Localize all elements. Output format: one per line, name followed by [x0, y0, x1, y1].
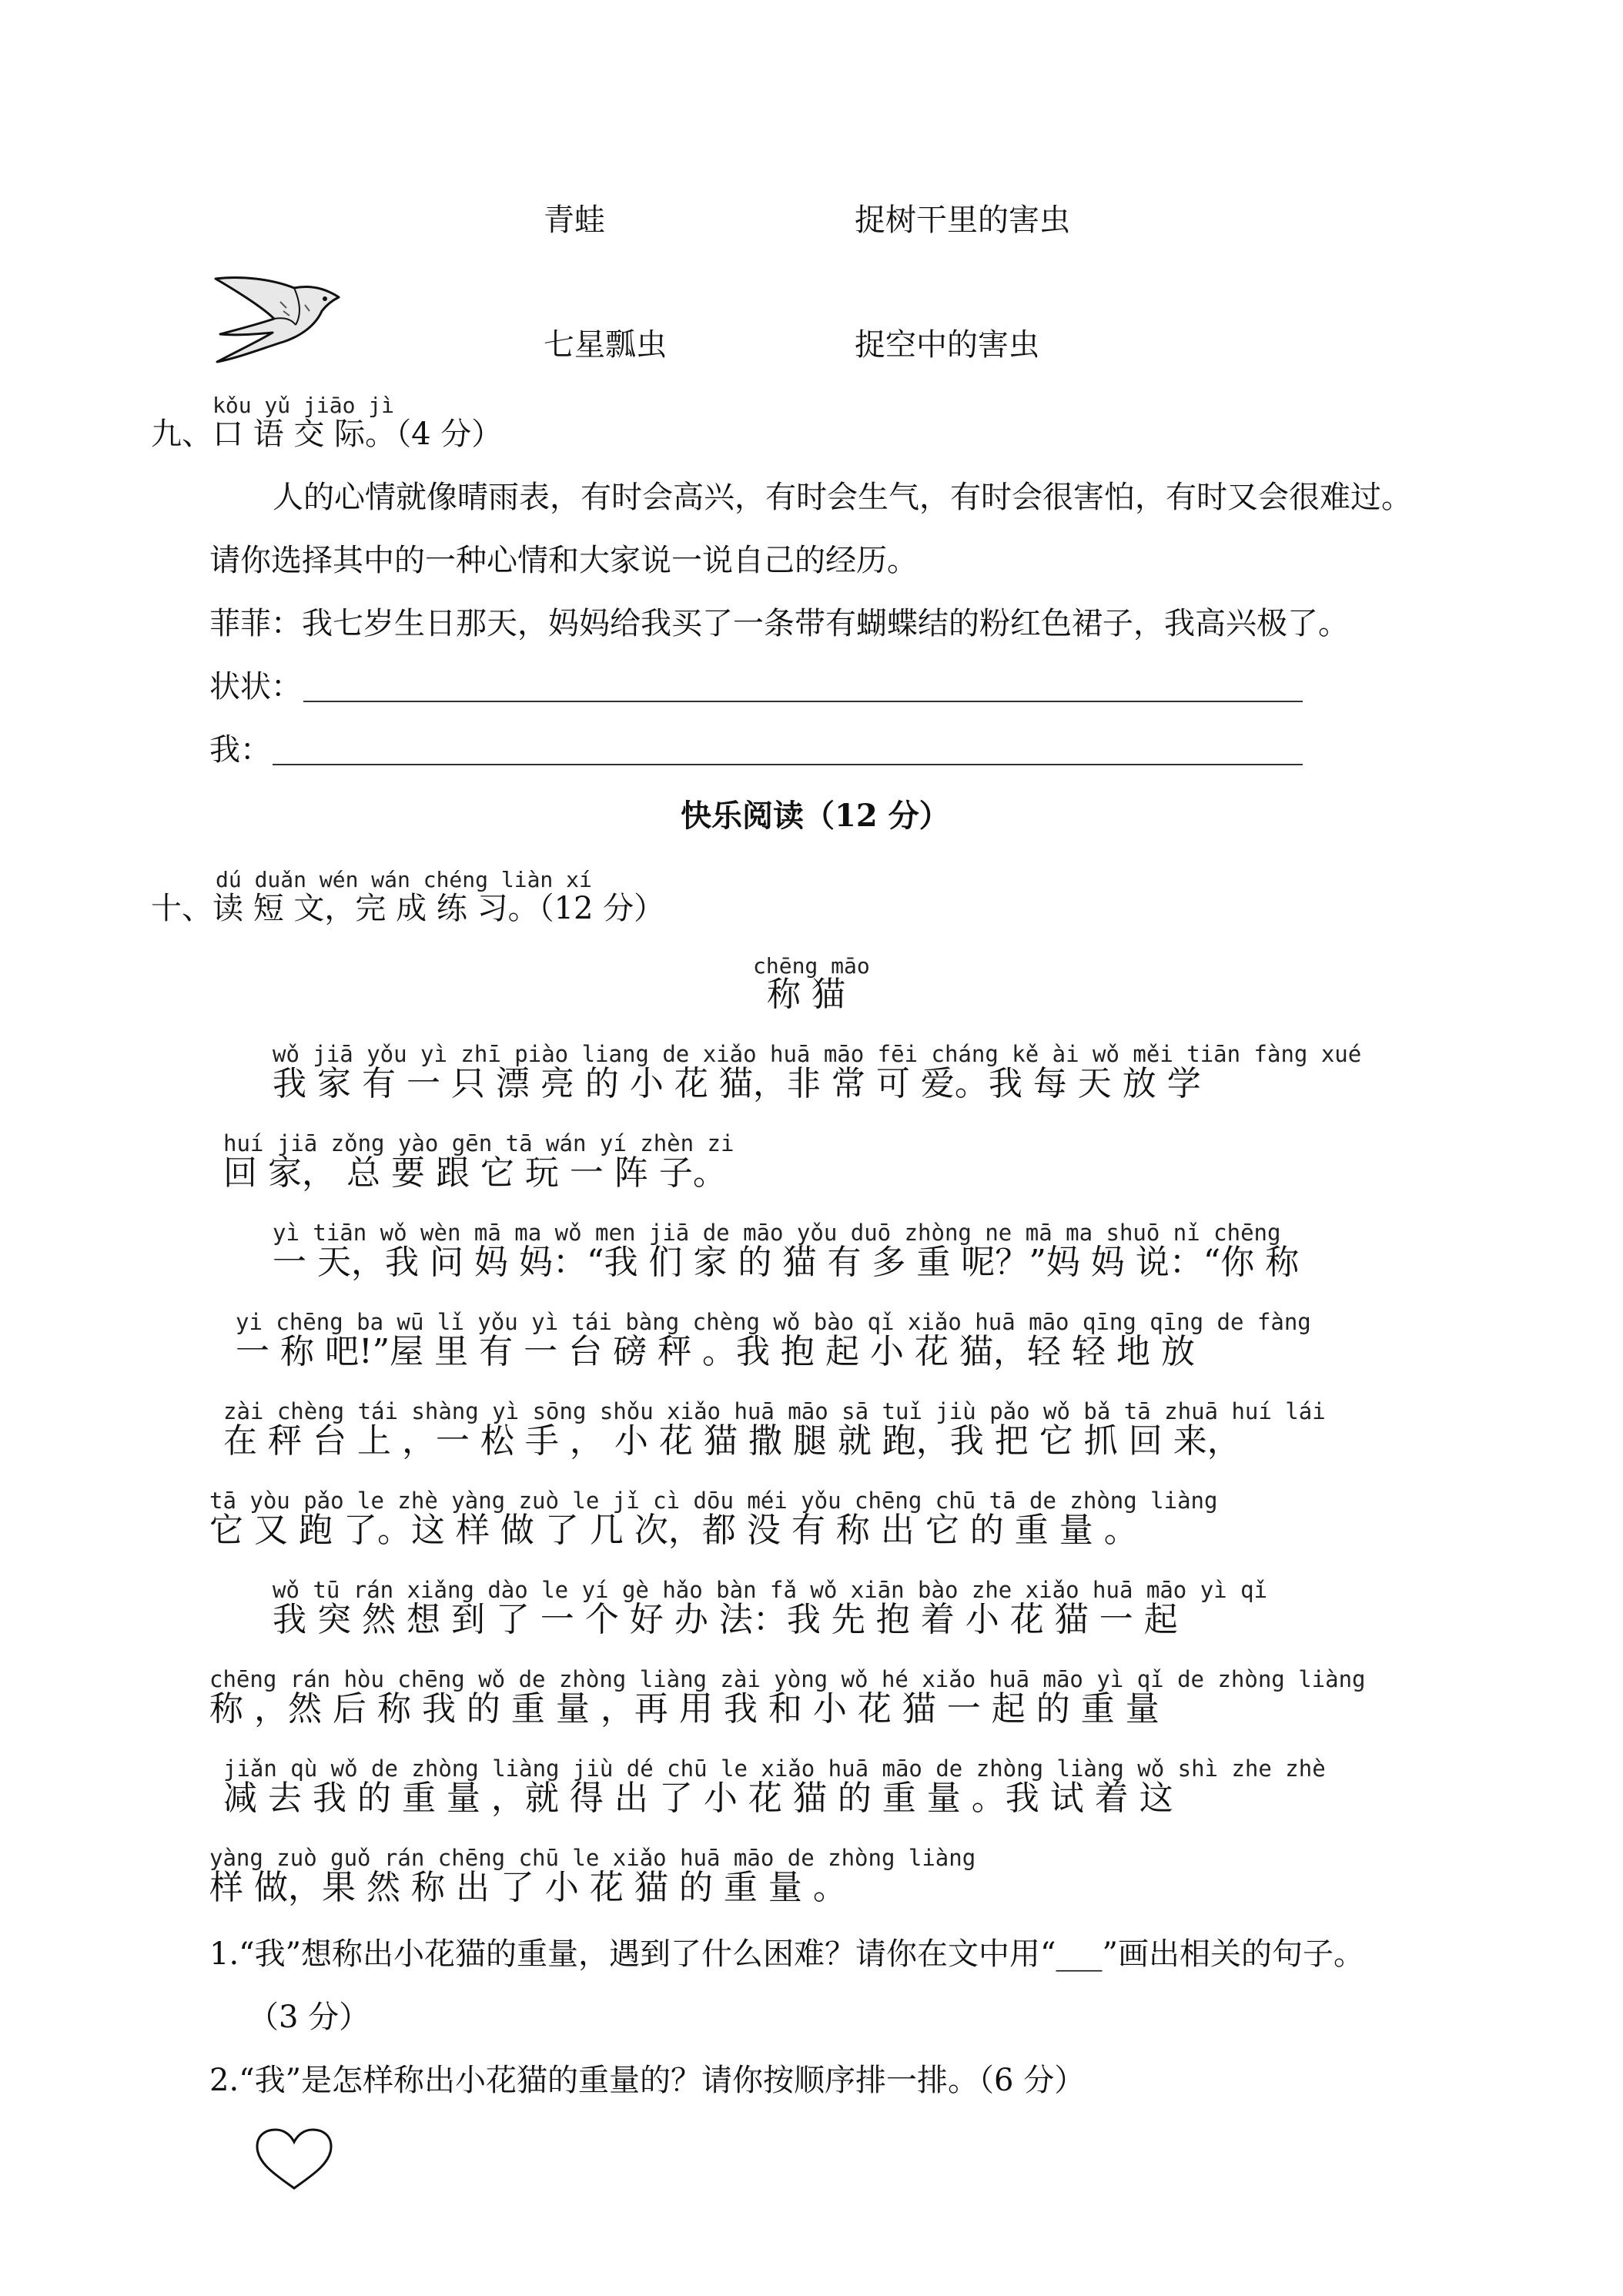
story-line-10-text: 样 做，果 然 称 出 了 小 花 猫 的 重 量 。	[209, 1868, 847, 1907]
story-line-5-text: 在 秤 台 上 ，一 松 手 ， 小 花 猫 撒 腿 就 跑，我 把 它 抓 回 来，	[223, 1421, 1241, 1461]
answer-line-zhuangzhuang[interactable]	[303, 701, 1303, 702]
story-line-9-pinyin: jiǎn qù wǒ de zhòng liàng jiù dé chū le xiǎo huā māo de zhòng liàng wǒ shì zhe zhè	[223, 1755, 1326, 1782]
story-line-10-pinyin: yàng zuò guǒ rán chēng chū le xiǎo huā māo de zhòng liàng	[209, 1845, 976, 1871]
story-line-2-text: 回 家， 总 要 跟 它 玩 一 阵 子。	[223, 1153, 727, 1193]
q9-feifei-example: 菲菲：我七岁生日那天，妈妈给我买了一条带有蝴蝶结的粉红色裙子，我高兴极了。	[209, 606, 1349, 641]
story-line-7-text: 我 突 然 想 到 了 一 个 好 办 法：我 先 抱 着 小 花 猫 一 起	[273, 1600, 1178, 1639]
q10-title: 十、读 短 文，完 成 练 习。（12 分）	[151, 891, 665, 926]
swallow-icon	[209, 271, 348, 366]
question-1-points: （3 分）	[248, 2000, 370, 2035]
story-line-8-text: 称 ，然 后 称 我 的 重 量 ，再 用 我 和 小 花 猫 一 起 的 重 量	[209, 1689, 1160, 1729]
q9-pinyin: kǒu yǔ jiāo jì	[212, 393, 395, 418]
q10-pinyin: dú duǎn wén wán chéng liàn xí	[216, 867, 592, 892]
story-line-3-text: 一 天，我 问 妈 妈：“我 们 家 的 猫 有 多 重 呢？”妈 妈 说：“你 称	[273, 1243, 1300, 1282]
question-1-text: 1.“我”想称出小花猫的重量，遇到了什么困难？请你在文中用“___”画出相关的句子。	[209, 1936, 1364, 1972]
q9-paragraph-1: 人的心情就像晴雨表，有时会高兴，有时会生气，有时会很害怕，有时又会很难过。	[273, 480, 1412, 515]
story-line-1-text: 我 家 有 一 只 漂 亮 的 小 花 猫，非 常 可 爱。我 每 天 放 学	[273, 1064, 1201, 1103]
match-left-ladybug: 七星瓢虫	[544, 327, 667, 363]
match-right-air-pests: 捉空中的害虫	[855, 327, 1039, 363]
story-line-2-pinyin: huí jiā zǒng yào gēn tā wán yí zhèn zi	[223, 1130, 735, 1156]
story-line-3-pinyin: yì tiān wǒ wèn mā ma wǒ men jiā de māo yǒu duō zhòng ne mā ma shuō nǐ chēng	[273, 1220, 1281, 1246]
q9-title: 九、口 语 交 际。（4 分）	[151, 417, 503, 452]
story-line-5-pinyin: zài chèng tái shàng yì sōng shǒu xiǎo huā māo sā tuǐ jiù pǎo wǒ bǎ tā zhuā huí lái	[223, 1398, 1326, 1424]
answer-line-me[interactable]	[273, 764, 1303, 765]
story-line-4-text: 一 称 吧!”屋 里 有 一 台 磅 秤 。我 抱 起 小 花 猫，轻 轻 地 放	[236, 1332, 1195, 1371]
story-line-6-pinyin: tā yòu pǎo le zhè yàng zuò le jǐ cì dōu méi yǒu chēng chū tā de zhòng liàng	[209, 1488, 1218, 1514]
section-heading: 快乐阅读（12 分）	[681, 798, 950, 834]
q9-me-label: 我：	[209, 732, 271, 768]
heart-outline-icon[interactable]	[254, 2127, 334, 2191]
match-left-frog: 青蛙	[544, 202, 605, 238]
story-line-8-pinyin: chēng rán hòu chēng wǒ de zhòng liàng zài yòng wǒ hé xiǎo huā māo yì qǐ de zhòng liàng	[209, 1666, 1366, 1692]
q9-paragraph-2: 请你选择其中的一种心情和大家说一说自己的经历。	[209, 543, 918, 578]
q9-zhuangzhuang-label: 状状：	[209, 669, 302, 705]
story-line-1-pinyin: wǒ jiā yǒu yì zhī piào liang de xiǎo huā māo fēi cháng kě ài wǒ měi tiān fàng xué	[273, 1041, 1362, 1067]
story-line-4-pinyin: yi chēng ba wū lǐ yǒu yì tái bàng chèng wǒ bào qǐ xiǎo huā māo qīng qīng de fàng	[236, 1309, 1311, 1335]
story-line-7-pinyin: wǒ tū rán xiǎng dào le yí gè hǎo bàn fǎ wǒ xiān bào zhe xiǎo huā māo yì qǐ	[273, 1577, 1268, 1603]
story-title: 称 猫	[767, 975, 845, 1014]
question-2-text: 2.“我”是怎样称出小花猫的重量的？请你按顺序排一排。（6 分）	[209, 2063, 1086, 2098]
story-line-9-text: 减 去 我 的 重 量 ，就 得 出 了 小 花 猫 的 重 量 。我 试 着 这	[223, 1779, 1173, 1818]
match-right-tree-pests: 捉树干里的害虫	[855, 202, 1070, 238]
story-line-6-text: 它 又 跑 了。这 样 做 了 几 次，都 没 有 称 出 它 的 重 量 。	[209, 1511, 1138, 1550]
story-title-pinyin: chēng māo	[753, 953, 870, 979]
